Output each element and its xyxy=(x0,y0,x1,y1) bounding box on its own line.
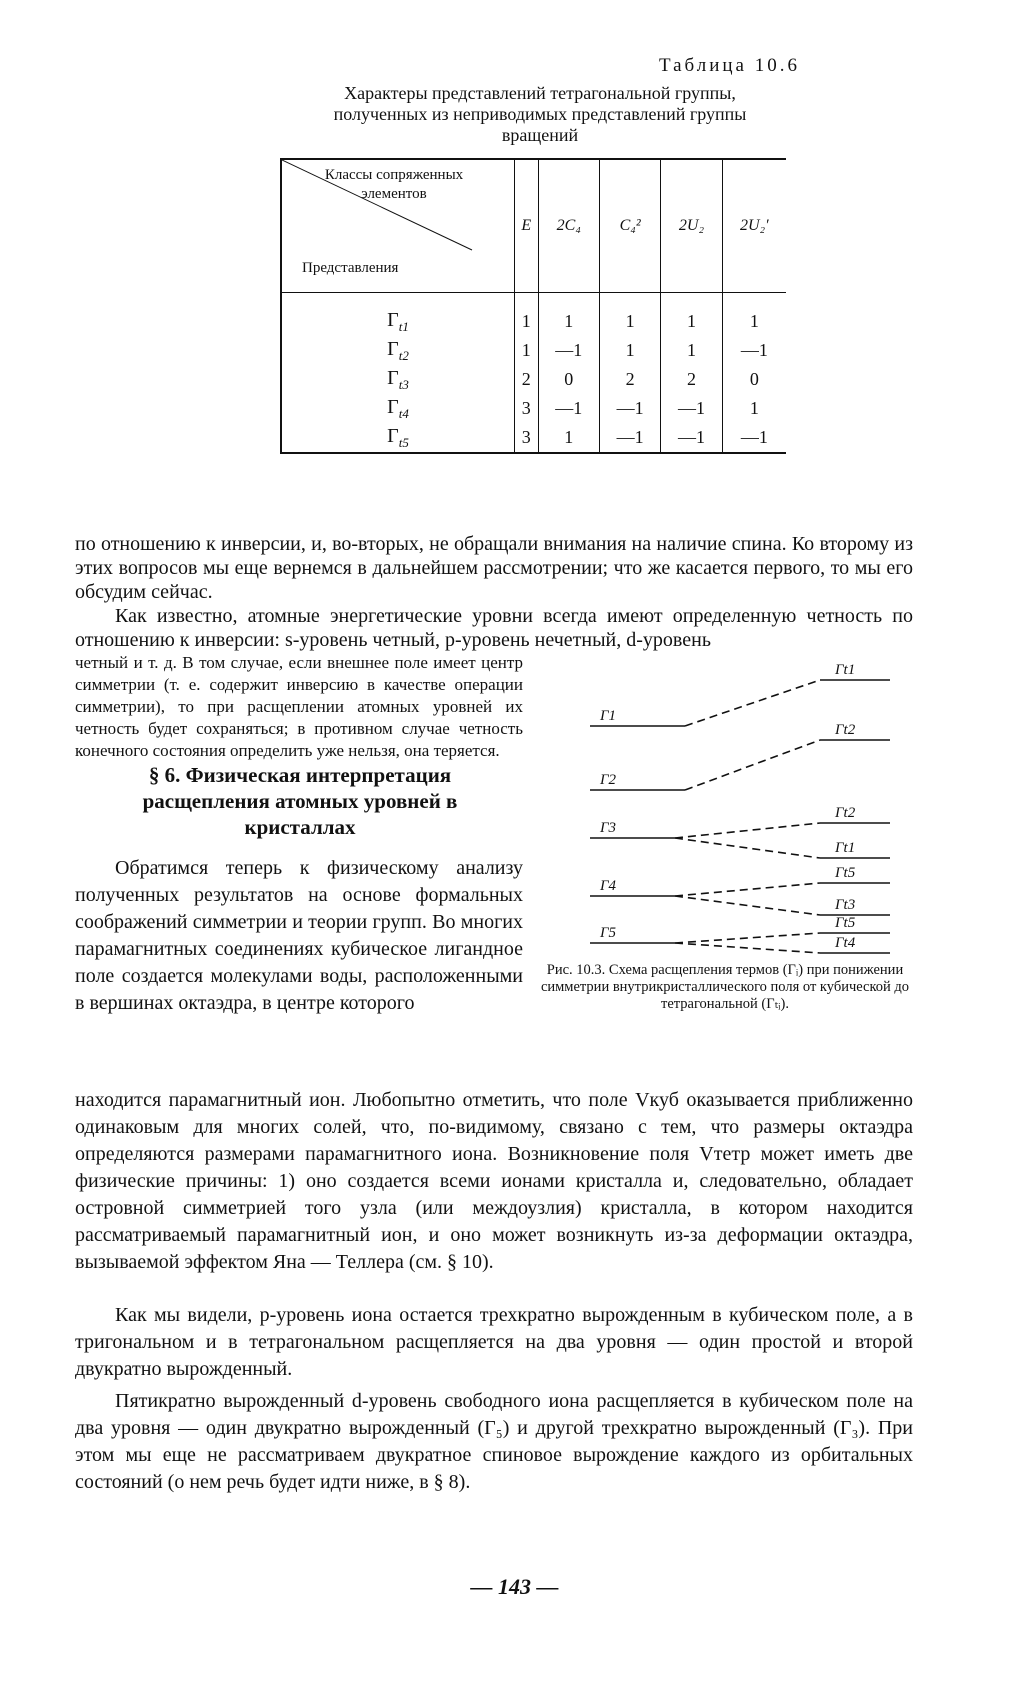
level-label-gamma4: Γ4 xyxy=(600,878,617,894)
table-cell: 2 xyxy=(515,365,539,394)
level-label-gamma-t5: Γt5 xyxy=(835,865,856,881)
table-row xyxy=(281,423,786,453)
table-cell: 0 xyxy=(538,365,599,394)
table-row xyxy=(281,365,786,394)
corner-top-label: Классы сопряженных элементов xyxy=(324,167,464,202)
table-number: Таблица 10.6 xyxy=(658,55,800,76)
paragraph-physical-analysis-cont: находится парамагнитный ион. Любопытно отметить, что поле Vкуб оказывается приближенно одинаковым для многих солей, что, по-видимому, связано с тем, что размеры октаэдра определяются размерами парамагнитного иона. Возникновение поля Vтетр может иметь две физические причины: 1) оно создается всеми ионами кристалла и, следовательно, обладает островной симметрией того узла (или междоузлия) кристалла, в котором находится рассматриваемый парамагнитный ион, и оно может возникнуть из-за деформации октаэдра, вызываемой эффектом Яна — Теллера (см. § 10). xyxy=(75,1089,913,1273)
table-cell: 0 xyxy=(722,365,786,394)
table-cell: 1 xyxy=(722,394,786,423)
level-label-gamma-t2: Γt2 xyxy=(835,805,856,821)
table-cell: —1 xyxy=(599,394,660,423)
table-cell: 1 xyxy=(538,423,599,453)
paragraph-parity-intro: Как известно, атомные энергетические уровни всегда имеют определенную четность по отношению к инверсии: s-уровень четный, p-уровень нечетный, d-уровень xyxy=(75,605,913,651)
paragraph-physical-analysis: Обратимся теперь к физическому анализу полученных результатов на основе формальных соображений симметрии и теории групп. Во многих парамагнитных соединениях кубическое лигандное поле создается молекулами воды, расположенными в вершинах октаэдра, в центре которого xyxy=(75,857,523,1014)
paragraph-p-level: Как мы видели, p-уровень иона остается трехкратно вырожденным в кубическом поле, а в тригональном и в тетрагональном расщепляется на два уровня — один простой и второй двукратно вырожденный. xyxy=(75,1304,913,1380)
level-label-gamma-t1: Γt1 xyxy=(835,662,856,678)
table-header-row xyxy=(281,159,786,293)
table-cell: 1 xyxy=(599,293,660,337)
figure-caption: Рис. 10.3. Схема расщепления термов (Γᵢ) при понижении симметрии внутрикристаллического поля от кубической до тетрагональной (Γₜᵢ). xyxy=(540,962,910,1012)
table-row xyxy=(281,336,786,365)
row-label: $\Gamma_{t4}$ xyxy=(387,395,409,421)
row-label: $\Gamma_{t2}$ xyxy=(387,337,409,363)
column-header-2u2: 2U₂ xyxy=(661,159,722,293)
level-label-gamma1: Γ1 xyxy=(600,708,617,724)
page-number: — 143 — xyxy=(470,1574,559,1599)
paragraph-spin-inversion: по отношению к инверсии, и, во-вторых, не обращали внимания на наличие спина. Ко второму из этих вопросов мы еще вернемся в дальнейшем рассмотрении; что же касается первого, то мы его обсудим сейчас. xyxy=(75,533,913,603)
table-cell: 1 xyxy=(538,293,599,337)
corner-bottom-label: Представления xyxy=(302,260,399,276)
table-cell: —1 xyxy=(661,394,722,423)
table-cell: 1 xyxy=(599,336,660,365)
table-cell: 1 xyxy=(722,293,786,337)
table-corner-cell xyxy=(281,159,515,293)
table-cell: —1 xyxy=(722,423,786,453)
level-label-gamma3: Γ3 xyxy=(600,820,617,836)
term-splitting-diagram xyxy=(590,640,920,960)
level-label-gamma-t2: Γt2 xyxy=(835,722,856,738)
table-cell: 1 xyxy=(661,336,722,365)
level-label-gamma5: Γ5 xyxy=(600,925,617,941)
paragraph-d-level: Пятикратно вырожденный d-уровень свободного иона расщепляется в кубическом поле на два уровня — один двукратно вырожденный (Γ₅) и другой трехкратно вырожденный (Γ₃). При этом мы еще не рассматриваем двукратное спиновое вырождение каждого из орбитальных состояний (о нем речь будет идти ниже, в § 8). xyxy=(75,1390,913,1493)
table-row xyxy=(281,394,786,423)
section-heading: § 6. Физическая интерпретация расщепления атомных уровней в кристаллах xyxy=(142,763,458,839)
paragraph-parity-detail: четный и т. д. В том случае, если внешнее поле имеет центр симметрии (т. е. содержит инверсию в качестве операции симметрии), то при расщеплении атомных уровней их четность будет сохраняться; в противном случае четность конечного состояния определить уже нельзя, она теряется. xyxy=(75,653,523,760)
column-header-e: E xyxy=(515,159,539,293)
table-cell: 3 xyxy=(515,423,539,453)
level-label-gamma-t1: Γt1 xyxy=(835,840,856,856)
level-label-gamma-t3: Γt3 xyxy=(835,897,856,913)
column-header-c4-squared: C₄² xyxy=(599,159,660,293)
level-label-gamma-t4: Γt4 xyxy=(835,935,856,951)
table-cell: 1 xyxy=(661,293,722,337)
table-cell: —1 xyxy=(661,423,722,453)
level-label-gamma-t5: Γt5 xyxy=(835,915,856,931)
column-header-2u2-prime: 2U₂′ xyxy=(722,159,786,293)
row-label: $\Gamma_{t5}$ xyxy=(387,424,409,450)
column-header-2c4: 2C₄ xyxy=(538,159,599,293)
table-cell: —1 xyxy=(722,336,786,365)
table-cell: —1 xyxy=(538,336,599,365)
level-label-gamma2: Γ2 xyxy=(600,772,617,788)
table-cell: 1 xyxy=(515,293,539,337)
table-cell: —1 xyxy=(538,394,599,423)
table-cell: 2 xyxy=(599,365,660,394)
table-row xyxy=(281,293,786,337)
row-label: $\Gamma_{t3}$ xyxy=(387,366,409,392)
character-table xyxy=(280,158,786,454)
table-cell: 1 xyxy=(515,336,539,365)
table-caption: Характеры представлений тетрагональной группы, полученных из неприводимых представлений группы вращений xyxy=(333,83,747,145)
table-cell: 3 xyxy=(515,394,539,423)
table-cell: —1 xyxy=(599,423,660,453)
row-label: $\Gamma_{t1}$ xyxy=(387,308,409,334)
table-cell: 2 xyxy=(661,365,722,394)
